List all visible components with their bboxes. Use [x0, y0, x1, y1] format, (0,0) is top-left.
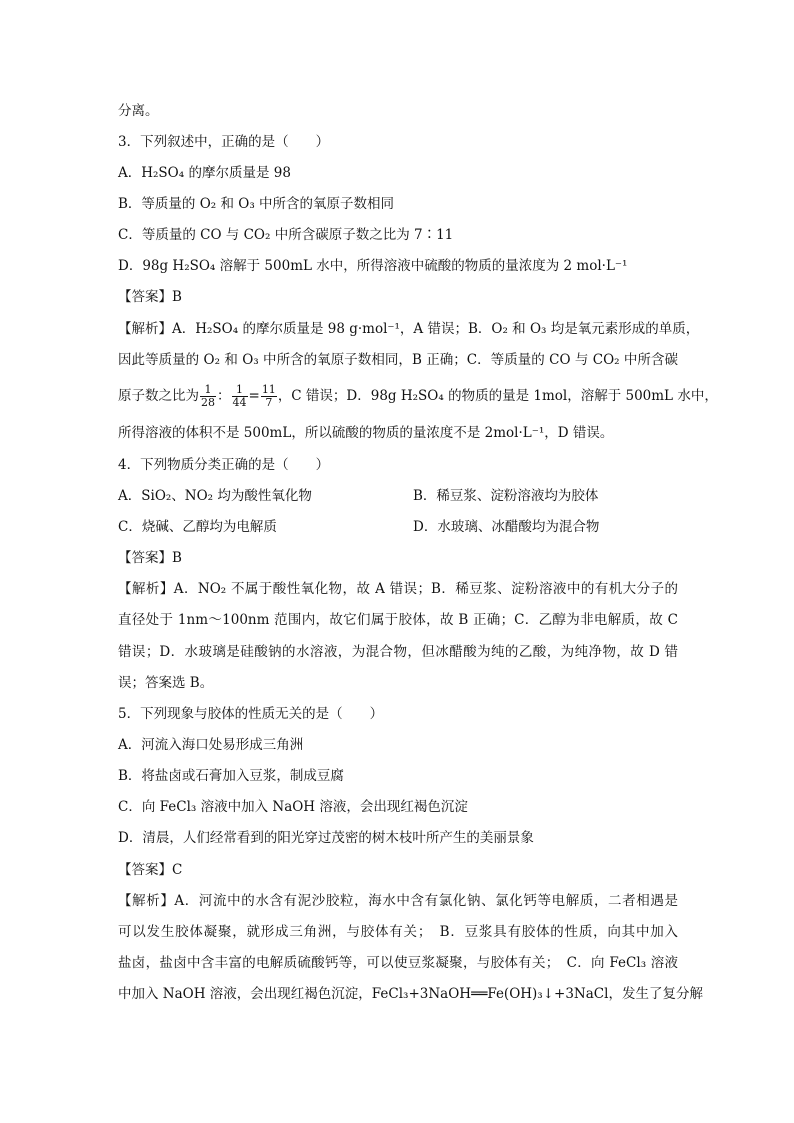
fraction-numerator: 1 [232, 384, 248, 397]
explanation-3-line-1: 【解析】A．H₂SO₄ 的摩尔质量是 98 g·mol⁻¹，A 错误；B．O₂ 和 O₃ 均是氧元素形成的单质， [118, 321, 700, 337]
option-3d: D．98g H₂SO₄ 溶解于 500mL 水中，所得溶液中硫酸的物质的量浓度为 2 mol·L⁻¹ [118, 258, 628, 274]
explanation-3-line-2: 因此等质量的 O₂ 和 O₃ 中所含的氧原子数相同，B 正确；C．等质量的 CO 与 CO₂ 中所含碳 [118, 352, 678, 368]
explanation-5-line-2: 可以发生胶体凝聚，就形成三角洲，与胶体有关； B．豆浆具有胶体的性质，向其中加入 [118, 924, 678, 940]
explanation-4-line-3: 错误；D．水玻璃是硅酸钠的水溶液，为混合物，但冰醋酸为纯的乙酸，为纯净物，故 D 错 [118, 644, 678, 660]
option-4a: A．SiO₂、NO₂ 均为酸性氧化物 [118, 488, 312, 504]
option-3a: A．H₂SO₄ 的摩尔质量是 98 [118, 165, 291, 181]
option-4d: D．水玻璃、冰醋酸均为混合物 [413, 519, 600, 535]
explanation-4-line-2: 直径处于 1nm～100nm 范围内，故它们属于胶体，故 B 正确；C．乙醇为非电解质，故 C [118, 612, 678, 628]
explanation-5-line-4: 中加入 NaOH 溶液，会出现红褐色沉淀，FeCl₃+3NaOH══Fe(OH)₃↓+3NaCl，发生了复分解 [118, 986, 703, 1002]
explanation-5-line-1: 【解析】A．河流中的水含有泥沙胶粒，海水中含有氯化钠、氯化钙等电解质，二者相遇是 [118, 893, 678, 909]
ratio-separator: ： [217, 388, 231, 404]
question-3: 3．下列叙述中，正确的是（ ） [118, 134, 330, 150]
fraction-numerator: 11 [261, 383, 276, 396]
explanation-4-line-4: 误；答案选 B。 [118, 675, 214, 691]
fraction-numerator: 1 [200, 384, 216, 397]
question-5: 5．下列现象与胶体的性质无关的是（ ） [118, 706, 384, 722]
fraction [200, 384, 216, 409]
answer-3: 【答案】B [118, 289, 182, 305]
equals-sign: = [248, 388, 260, 404]
text-line: 分离。 [118, 103, 159, 119]
option-5a: A．河流入海口处易形成三角洲 [118, 737, 304, 753]
fraction-denominator: 44 [232, 396, 247, 409]
option-5d: D．清晨，人们经常看到的阳光穿过茂密的树木枝叶所产生的美丽景象 [118, 830, 534, 846]
option-4c: C．烧碱、乙醇均为电解质 [118, 519, 277, 535]
answer-4: 【答案】B [118, 550, 182, 566]
option-5b: B．将盐卤或石膏加入豆浆，制成豆腐 [118, 768, 344, 784]
option-5c: C．向 FeCl₃ 溶液中加入 NaOH 溶液，会出现红褐色沉淀 [118, 799, 468, 815]
explanation-3-text: 原子数之比为 [118, 388, 199, 404]
answer-5: 【答案】C [118, 862, 183, 878]
question-4: 4．下列物质分类正确的是（ ） [118, 457, 330, 473]
explanation-3-text: ，C 错误；D．98g H₂SO₄ 的物质的量是 1mol，溶解于 500mL 水中， [277, 388, 718, 404]
explanation-5-line-3: 盐卤，盐卤中含丰富的电解质硫酸钙等，可以使豆浆凝聚，与胶体有关； C．向 FeCl₃ 溶液 [118, 955, 678, 971]
option-3c: C．等质量的 CO 与 CO₂ 中所含碳原子数之比为 7∶11 [118, 227, 454, 243]
fraction-denominator: 28 [201, 396, 215, 409]
explanation-3-line-3 [118, 384, 718, 409]
fraction [232, 384, 248, 409]
explanation-3-line-4: 所得溶液的体积不是 500mL，所以硫酸的物质的量浓度不是 2mol·L⁻¹，D 错误。 [118, 425, 614, 441]
explanation-4-line-1: 【解析】A．NO₂ 不属于酸性氧化物，故 A 错误；B．稀豆浆、淀粉溶液中的有机大分子的 [118, 581, 678, 597]
option-4b: B．稀豆浆、淀粉溶液均为胶体 [413, 488, 599, 504]
fraction [261, 384, 277, 409]
option-3b: B．等质量的 O₂ 和 O₃ 中所含的氧原子数相同 [118, 196, 395, 212]
fraction-denominator: 7 [265, 396, 273, 409]
